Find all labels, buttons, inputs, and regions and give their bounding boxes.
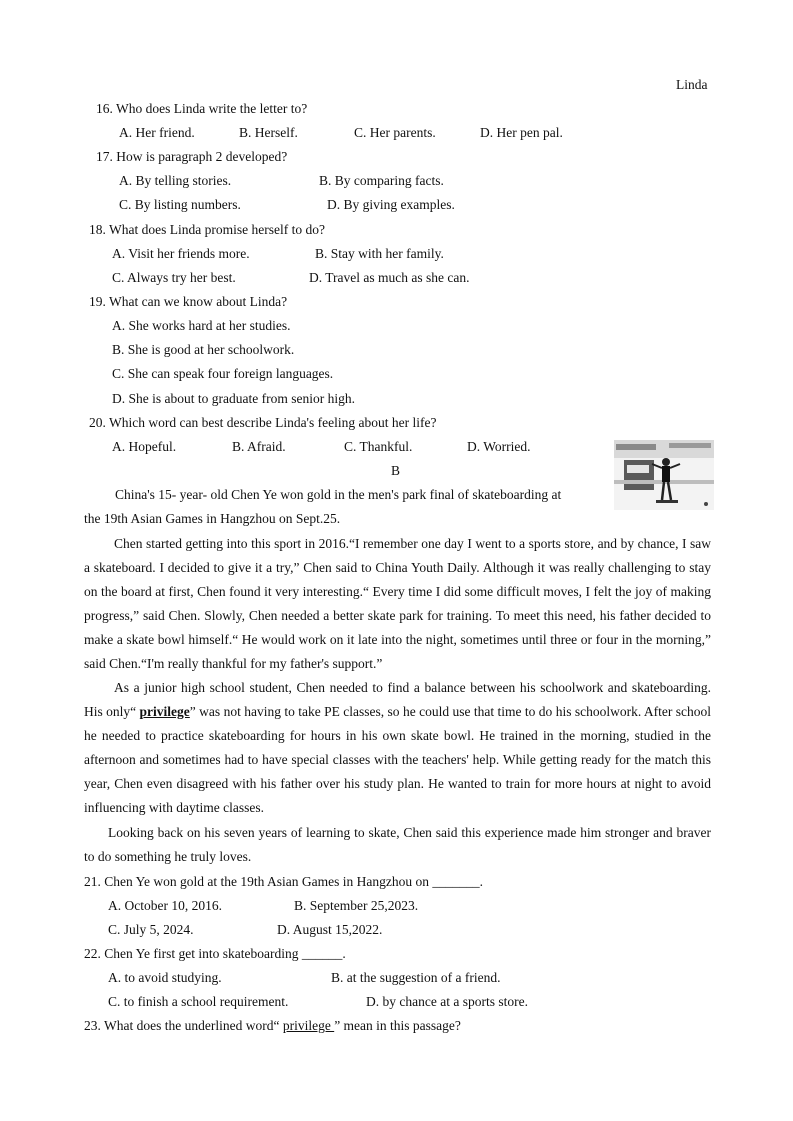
q22-option-a: A. to avoid studying. [108,970,222,985]
q20-option-d: D. Worried. [467,439,531,454]
q22-option-d: D. by chance at a sports store. [366,994,528,1009]
q20-option-b: B. Afraid. [232,439,286,454]
question-23: 23. What does the underlined word“ privilege ” mean in this passage? [84,1018,461,1033]
q18-option-d: D. Travel as much as she can. [309,270,470,285]
q23-underlined-word: privilege [282,1018,335,1033]
q16-option-a: A. Her friend. [119,125,195,140]
q20-option-c: C. Thankful. [344,439,413,454]
passage-p1-line2: the 19th Asian Games in Hangzhou on Sept.25. [84,511,341,526]
q19-option-d: D. She is about to graduate from senior high. [112,391,355,406]
section-b-heading: B [391,463,401,478]
q22-option-b: B. at the suggestion of a friend. [331,970,501,985]
q19-option-c: C. She can speak four foreign languages. [112,366,334,381]
q17-option-c: C. By listing numbers. [119,197,241,212]
passage-p2: Chen started getting into this sport in 2016.“I remember one day I went to a sports store, and by chance, I saw a skateboard. I decided to give it a try,” Chen said to China Youth Daily. Although it was really challenging to stay on the board at first, Chen found it very interesting.“ Every time I did some difficult moves, I felt the joy of making progress,” said Chen. Slowly, Chen needed a better skate park for training. To meet this need, his father decided to make a skate bowl himself.“ He would work on it late into the night, sometimes until three or four in the morning,” said Chen.“I'm really thankful for my father's support.” [84,536,711,671]
q22-option-c: C. to finish a school requirement. [108,994,289,1009]
q16-option-d: D. Her pen pal. [480,125,563,140]
passage-p1-line1: China's 15- year- old Chen Ye won gold in the men's park final of skateboarding at [115,487,562,502]
q21-option-a: A. October 10, 2016. [108,898,222,913]
question-16: 16. Who does Linda write the letter to? [96,101,308,116]
q18-option-a: A. Visit her friends more. [112,246,250,261]
q18-option-b: B. Stay with her family. [315,246,444,261]
q17-option-b: B. By comparing facts. [319,173,444,188]
q20-option-a: A. Hopeful. [112,439,177,454]
q21-option-c: C. July 5, 2024. [108,922,194,937]
question-18: 18. What does Linda promise herself to do? [89,222,325,237]
q16-option-c: C. Her parents. [354,125,436,140]
skateboarder-photo [614,440,714,510]
question-20: 20. Which word can best describe Linda's feeling about her life? [89,415,437,430]
q19-option-b: B. She is good at her schoolwork. [112,342,295,357]
question-22: 22. Chen Ye first get into skateboarding ______. [84,946,346,961]
question-19: 19. What can we know about Linda? [89,294,288,309]
question-17: 17. How is paragraph 2 developed? [96,149,288,164]
q21-option-d: D. August 15,2022. [277,922,383,937]
q16-option-b: B. Herself. [239,125,298,140]
q17-option-d: D. By giving examples. [327,197,455,212]
letter-signature: Linda [676,77,708,92]
passage-p3: As a junior high school student, Chen needed to find a balance between his schoolwork and skateboarding. His only“ privilege” was not having to take PE classes, so he could use that time to do his schoolwork. After school he needed to practice skateboarding for hours in his own skate bowl. He trained in the morning, studied in the afternoon and sometimes had to have special classes with the teachers' help. While getting ready for the match this year, Chen even disagreed with his father over his study plan. He wanted to train for more hours at night to avoid influencing with daytime classes. [84,680,711,815]
q18-option-c: C. Always try her best. [112,270,236,285]
passage-p4: Looking back on his seven years of learning to skate, Chen said this experience made him stronger and braver to do something he truly loves. [84,825,711,864]
question-21: 21. Chen Ye won gold at the 19th Asian Games in Hangzhou on _______. [84,874,483,889]
underlined-word-privilege: privilege [139,704,190,719]
q19-option-a: A. She works hard at her studies. [112,318,291,333]
q21-option-b: B. September 25,2023. [294,898,419,913]
q17-option-a: A. By telling stories. [119,173,232,188]
